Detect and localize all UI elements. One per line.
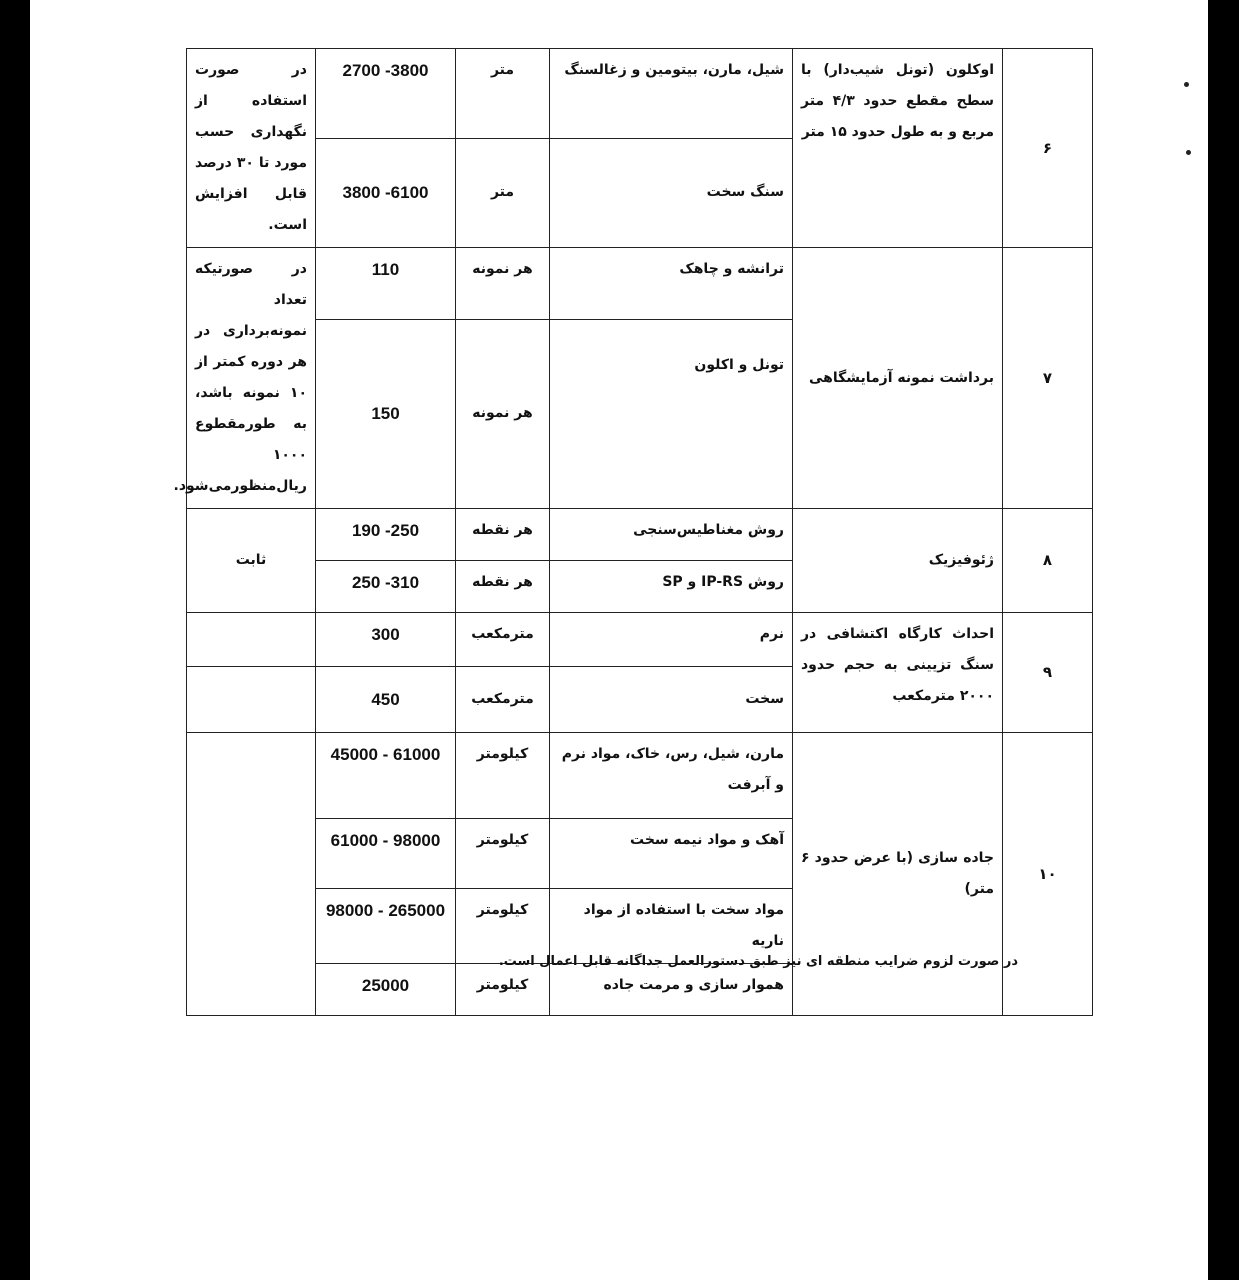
price: 98000 - 265000 <box>316 889 456 964</box>
note: در صورت استفاده از نگهداری حسب مورد تا ۳۰ درصد قابل افزایش است. <box>187 49 316 248</box>
sub-type: سنگ سخت <box>550 138 793 247</box>
item-title: برداشت نمونه آزمایشگاهی <box>793 248 1003 509</box>
price: 190 -250 <box>316 509 456 561</box>
unit: مترمکعب <box>456 667 550 733</box>
price: 250 -310 <box>316 561 456 613</box>
sub-type: هموار سازی و مرمت جاده <box>550 964 793 1016</box>
unit: کیلومتر <box>456 819 550 889</box>
unit: هر نمونه <box>456 248 550 320</box>
row-number: ۸ <box>1003 509 1093 613</box>
sub-type: تونل و اکلون <box>550 319 793 509</box>
item-title: اوکلون (تونل شیب‌دار) با سطح مقطع حدود ۴/۳ متر مربع و به طول حدود ۱۵ متر <box>793 49 1003 248</box>
sub-type: آهک و مواد نیمه سخت <box>550 819 793 889</box>
sub-type: مواد سخت با استفاده از مواد ناریه <box>550 889 793 964</box>
empty-note <box>187 667 316 733</box>
price-table <box>173 48 1093 1016</box>
table-row <box>187 733 1093 819</box>
unit: متر <box>456 138 550 247</box>
price: 450 <box>316 667 456 733</box>
sub-type: مارن، شیل، رس، خاک، مواد نرم و آبرفت <box>550 733 793 819</box>
sub-type: ترانشه و چاهک <box>550 248 793 320</box>
price: 3800 -6100 <box>316 138 456 247</box>
item-title: احداث کارگاه اکتشافی در سنگ تزیینی به حجم حدود ۲۰۰۰ مترمکعب <box>793 613 1003 733</box>
price: 110 <box>316 248 456 320</box>
unit: کیلومتر <box>456 964 550 1016</box>
unit: مترمکعب <box>456 613 550 667</box>
price: 150 <box>316 319 456 509</box>
unit: متر <box>456 49 550 139</box>
sub-type: روش مغناطیس‌سنجی <box>550 509 793 561</box>
table-row <box>187 613 1093 667</box>
note: ثابت <box>187 509 316 613</box>
bullet-dot-icon <box>1186 150 1191 155</box>
bullet-dot-icon <box>1184 82 1189 87</box>
row-number: ۷ <box>1003 248 1093 509</box>
note: در صورتیکه تعداد نمونه‌برداری در هر دوره کمتر از ۱۰ نمونه باشد، به طورمقطوع ۱۰۰۰ ریال‌منظورمی‌شود. <box>187 248 316 509</box>
empty-note <box>187 733 316 1016</box>
unit: هر نقطه <box>456 509 550 561</box>
table-row <box>187 248 1093 320</box>
document-page <box>30 0 1208 1280</box>
unit: کیلومتر <box>456 733 550 819</box>
sub-type: شیل، مارن، بیتومین و زغالسنگ <box>550 49 793 139</box>
price: 61000 - 98000 <box>316 819 456 889</box>
price: 300 <box>316 613 456 667</box>
row-number: ۶ <box>1003 49 1093 248</box>
table-row <box>187 509 1093 561</box>
unit: کیلومتر <box>456 889 550 964</box>
empty-note <box>187 613 316 667</box>
item-title: جاده سازی (با عرض حدود ۶ متر) <box>793 733 1003 1016</box>
price: 2700 -3800 <box>316 49 456 139</box>
item-title: ژئوفیزیک <box>793 509 1003 613</box>
sub-type: روش IP-RS و SP <box>550 561 793 613</box>
price: 25000 <box>316 964 456 1016</box>
row-number: ۹ <box>1003 613 1093 733</box>
sub-type: نرم <box>550 613 793 667</box>
price: 45000 - 61000 <box>316 733 456 819</box>
sub-type: سخت <box>550 667 793 733</box>
table-row <box>187 49 1093 139</box>
unit: هر نقطه <box>456 561 550 613</box>
footer-note: در صورت لزوم ضرایب منطقه ای نیز طبق دستورالعمل جداگانه قابل اعمال است. <box>498 954 1018 969</box>
unit: هر نمونه <box>456 319 550 509</box>
row-number: ۱۰ <box>1003 733 1093 1016</box>
